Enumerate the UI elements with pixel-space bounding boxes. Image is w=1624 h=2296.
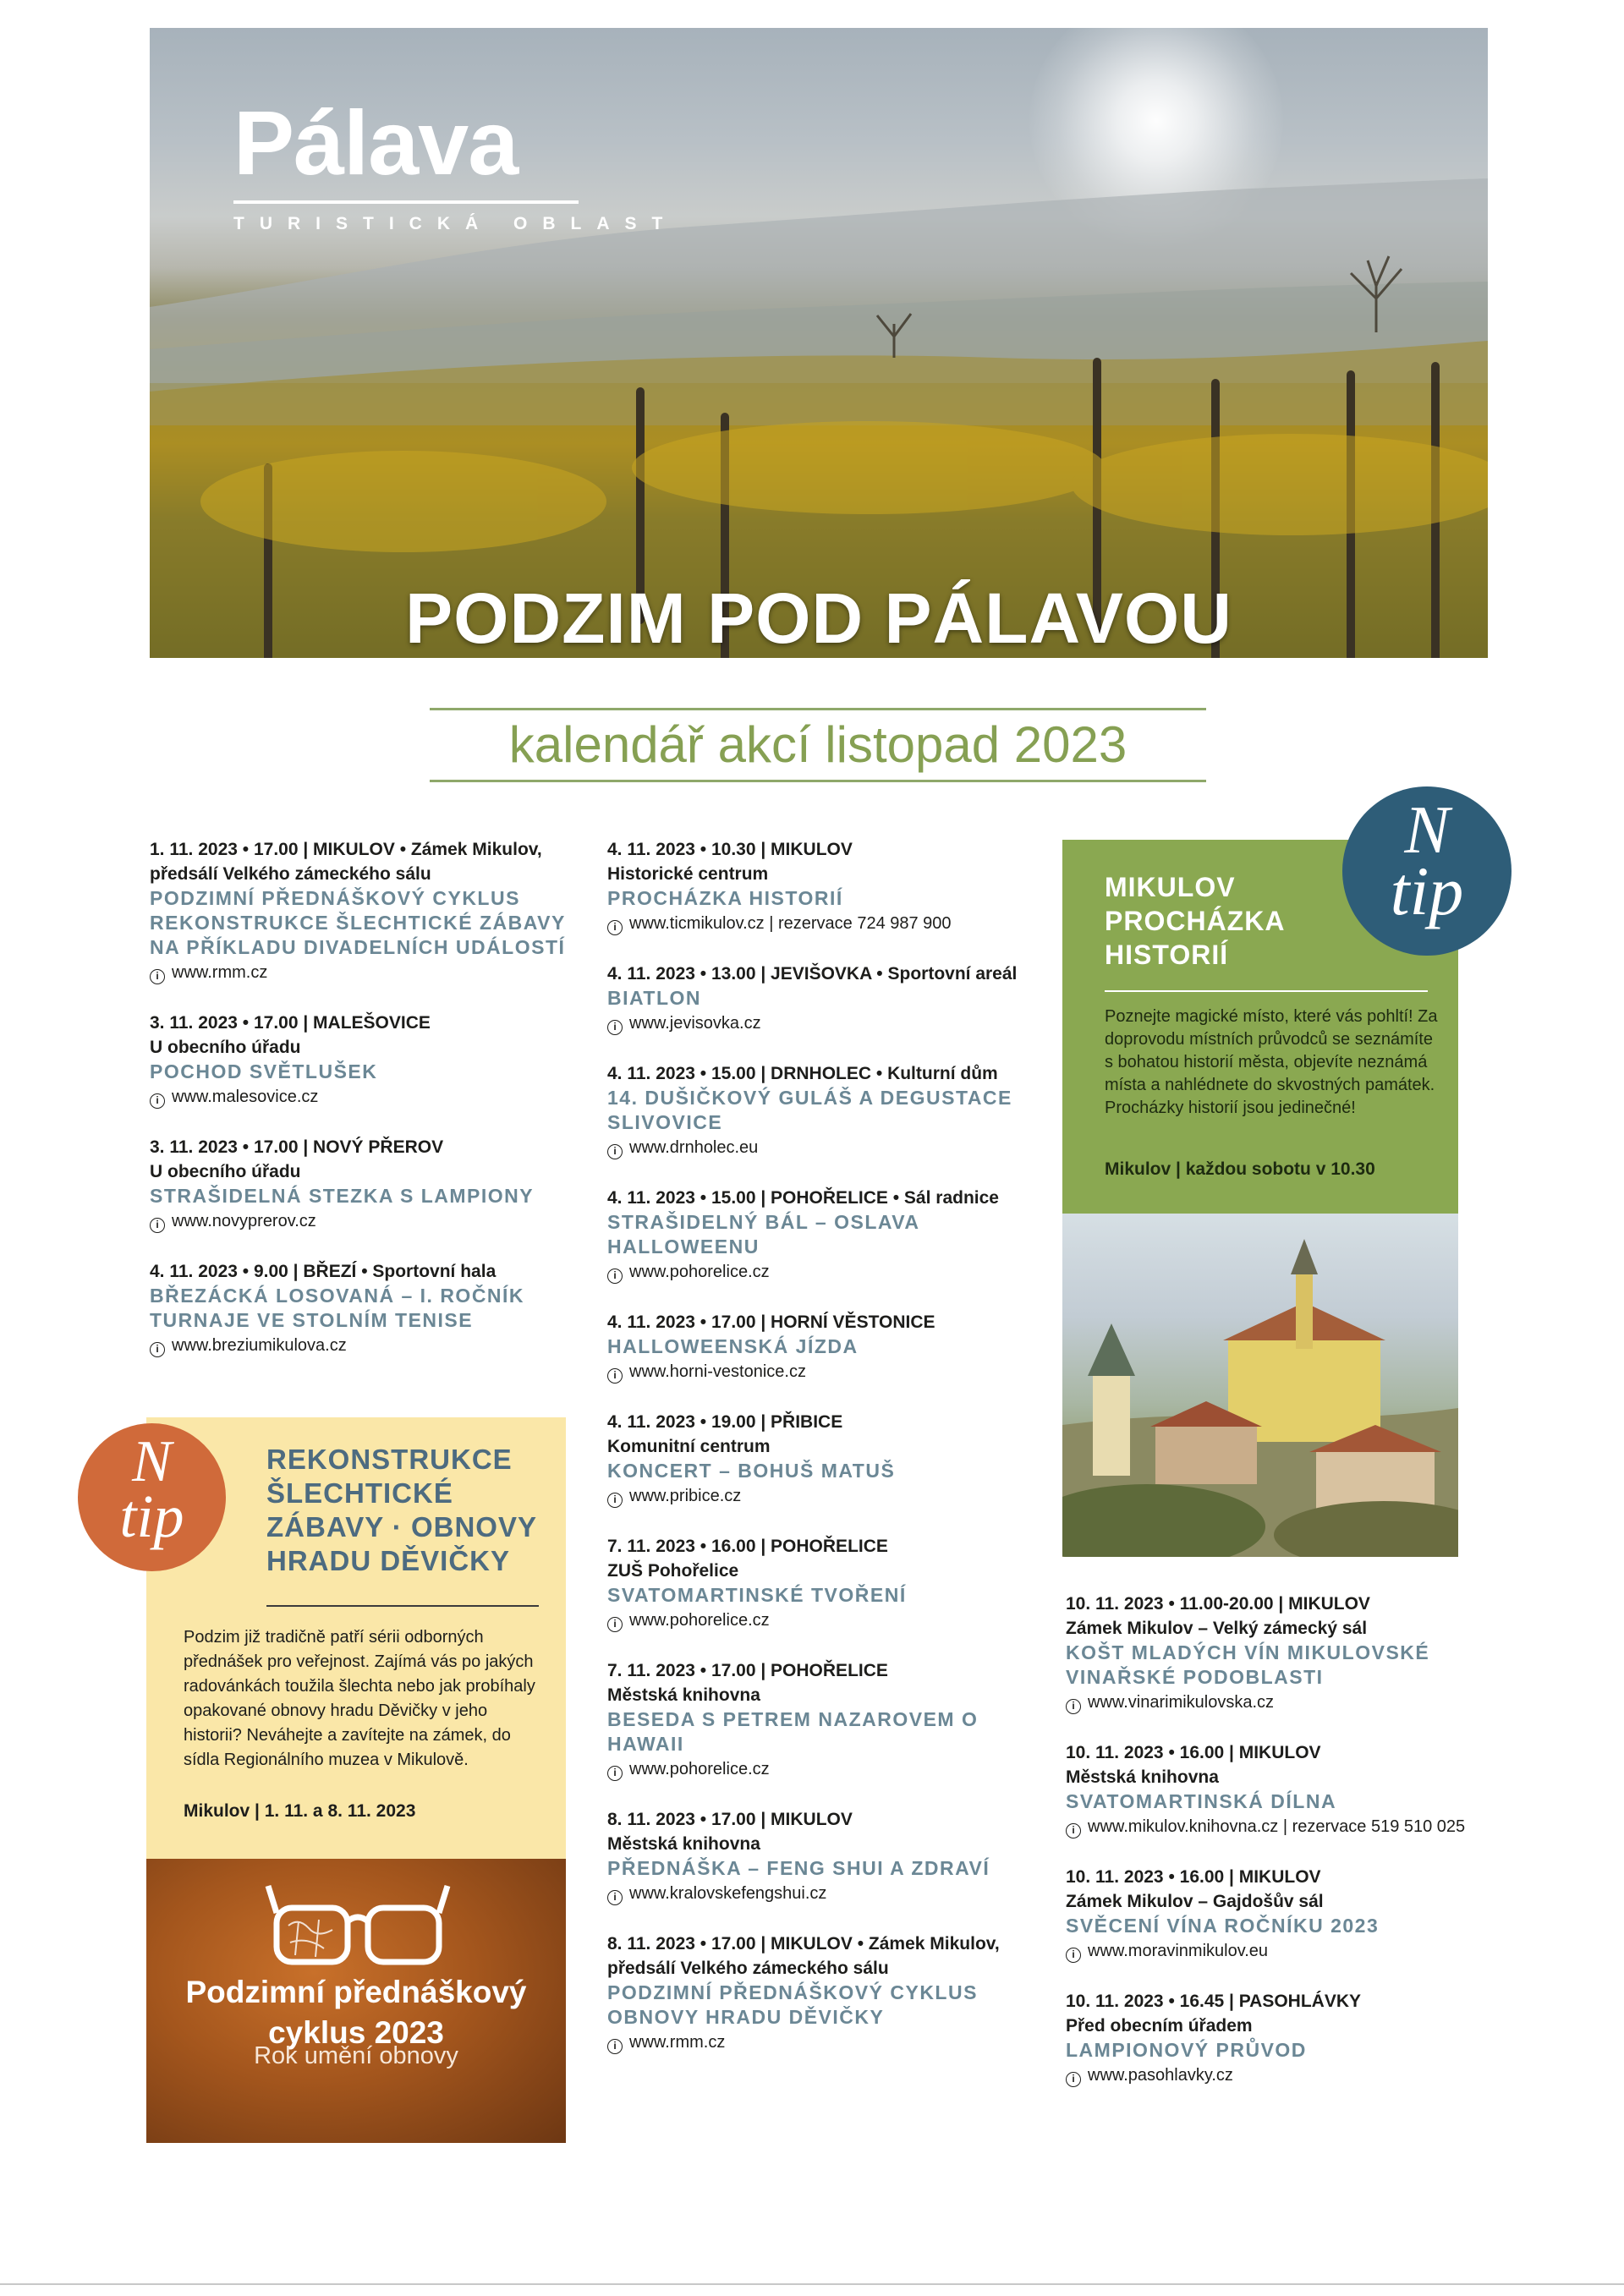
- info-icon: i: [1066, 1699, 1081, 1714]
- lecture-poster: [146, 1859, 566, 2143]
- event-web-text[interactable]: www.novyprerov.cz: [172, 1212, 316, 1230]
- event-item: [150, 1259, 590, 1358]
- event-web[interactable]: [150, 1084, 590, 1110]
- event-when: 4. 11. 2023 • 9.00 | BŘEZÍ • Sportovní hala: [150, 1262, 497, 1281]
- event-item: [1066, 1592, 1539, 1715]
- event-place: U obecního úřadu: [150, 1162, 301, 1181]
- info-icon: i: [607, 1617, 623, 1632]
- event-web-text[interactable]: www.pohorelice.cz: [629, 1263, 770, 1281]
- event-web-text[interactable]: www.ticmikulov.cz | rezervace 724 987 900: [629, 914, 952, 933]
- event-title: SVATOMARTINSKÉ TVOŘENÍ: [607, 1584, 907, 1606]
- page-bottom-rule: [0, 2283, 1624, 2285]
- event-web[interactable]: [150, 1208, 590, 1234]
- event-web-text[interactable]: www.pribice.cz: [629, 1487, 742, 1505]
- event-web[interactable]: [150, 960, 590, 985]
- event-when: 7. 11. 2023 • 17.00 | POHOŘELICE: [607, 1661, 888, 1680]
- tip-heading: MIKULOV PROCHÁZKA HISTORIÍ: [1105, 872, 1285, 970]
- event-web[interactable]: [1066, 2063, 1539, 2088]
- event-web[interactable]: [607, 911, 1047, 936]
- event-when: 10. 11. 2023 • 11.00-20.00 | MIKULOV: [1066, 1594, 1370, 1614]
- events-column-1: [150, 837, 590, 1384]
- event-place: předsálí Velkého zámeckého sálu: [150, 864, 431, 884]
- event-title: KONCERT – BOHUŠ MATUŠ: [607, 1460, 896, 1482]
- brand-name: Pálava: [233, 91, 518, 194]
- info-icon: i: [150, 1342, 165, 1357]
- event-place: předsálí Velkého zámeckého sálu: [607, 1959, 889, 1978]
- mikulov-castle-photo: [1062, 1214, 1458, 1557]
- event-web-text[interactable]: www.rmm.cz: [172, 963, 268, 982]
- event-item: [607, 962, 1047, 1036]
- event-title: KOŠT MLADÝCH VÍN MIKULOVSKÉ VINAŘSKÉ PODOBLASTI: [1066, 1641, 1430, 1688]
- event-title: BIATLON: [607, 987, 702, 1009]
- events-column-3: [1066, 1592, 1539, 2113]
- event-item: [607, 1932, 1047, 2055]
- event-item: [150, 1135, 590, 1234]
- event-web[interactable]: [1066, 1938, 1539, 1964]
- info-icon: i: [607, 1368, 623, 1384]
- event-web[interactable]: [607, 1011, 1047, 1036]
- event-web[interactable]: [607, 1608, 1047, 1633]
- event-title: SVATOMARTINSKÁ DÍLNA: [1066, 1790, 1337, 1812]
- event-web-text[interactable]: www.pohorelice.cz: [629, 1611, 770, 1630]
- info-icon: i: [1066, 2072, 1081, 2087]
- event-web[interactable]: [607, 1756, 1047, 1782]
- event-web[interactable]: [607, 2030, 1047, 2055]
- tip-divider: [1105, 990, 1428, 992]
- tip-badge-text: tip: [1390, 852, 1464, 929]
- event-title: 14. DUŠIČKOVÝ GULÁŠ A DEGUSTACE SLIVOVICE: [607, 1087, 1012, 1133]
- poster-subtitle: Rok umění obnovy: [254, 2042, 458, 2069]
- tip-divider: [266, 1605, 539, 1607]
- event-title: PODZIMNÍ PŘEDNÁŠKOVÝ CYKLUS REKONSTRUKCE ŠLECHTICKÉ ZÁBAVY NA PŘÍKLADU DIVADELNÍCH UDÁLOSTÍ: [150, 887, 566, 958]
- event-web-text[interactable]: www.jevisovka.cz: [629, 1014, 761, 1033]
- info-icon: i: [607, 1269, 623, 1284]
- event-web[interactable]: [1066, 1814, 1539, 1839]
- hero-headline: PODZIM POD PÁLAVOU: [405, 578, 1232, 658]
- hero-banner: [150, 28, 1488, 658]
- event-place: ZUŠ Pohořelice: [607, 1561, 739, 1581]
- event-place: Komunitní centrum: [607, 1437, 771, 1456]
- event-title: SVĚCENÍ VÍNA ROČNÍKU 2023: [1066, 1915, 1380, 1937]
- event-web-text[interactable]: www.breziumikulova.cz: [172, 1336, 347, 1355]
- event-when: 4. 11. 2023 • 13.00 | JEVIŠOVKA • Sportovní areál: [607, 964, 1018, 984]
- info-icon: i: [150, 969, 165, 984]
- event-title: PŘEDNÁŠKA – FENG SHUI A ZDRAVÍ: [607, 1857, 990, 1879]
- event-item: [607, 1410, 1047, 1509]
- event-place: U obecního úřadu: [150, 1038, 301, 1057]
- event-web-text[interactable]: www.mikulov.knihovna.cz | rezervace 519 510 025: [1088, 1817, 1466, 1836]
- event-item: [150, 1011, 590, 1110]
- info-icon: i: [1066, 1823, 1081, 1838]
- event-place: Před obecním úřadem: [1066, 2016, 1253, 2036]
- event-web[interactable]: [607, 1881, 1047, 1906]
- event-item: [607, 1658, 1047, 1782]
- event-place: Městská knihovna: [607, 1685, 760, 1705]
- event-title: HALLOWEENSKÁ JÍZDA: [607, 1335, 859, 1357]
- event-title: LAMPIONOVÝ PRŮVOD: [1066, 2039, 1307, 2061]
- info-icon: i: [607, 920, 623, 935]
- event-item: [150, 837, 590, 985]
- event-title: STRAŠIDELNÝ BÁL – OSLAVA HALLOWEENU: [607, 1211, 919, 1258]
- event-web-text[interactable]: www.rmm.cz: [629, 2033, 726, 2052]
- tip-heading: REKONSTRUKCE ŠLECHTICKÉ ZÁBAVY · OBNOVY HRADU DĚVIČKY: [266, 1444, 537, 1576]
- event-item: [607, 1061, 1047, 1160]
- event-title: POCHOD SVĚTLUŠEK: [150, 1060, 378, 1082]
- event-web[interactable]: [607, 1135, 1047, 1160]
- event-web[interactable]: [150, 1333, 590, 1358]
- event-when: 4. 11. 2023 • 15.00 | POHOŘELICE • Sál radnice: [607, 1188, 999, 1208]
- events-column-2: [607, 837, 1047, 2080]
- event-when: 10. 11. 2023 • 16.00 | MIKULOV: [1066, 1867, 1321, 1887]
- event-web-text[interactable]: www.horni-vestonice.cz: [629, 1362, 806, 1381]
- tip-badge: [78, 1423, 226, 1571]
- info-icon: i: [150, 1218, 165, 1233]
- event-web[interactable]: [1066, 1690, 1539, 1715]
- event-when: 4. 11. 2023 • 10.30 | MIKULOV: [607, 840, 853, 859]
- event-when: 8. 11. 2023 • 17.00 | MIKULOV • Zámek Mikulov,: [607, 1934, 1000, 1954]
- event-when: 4. 11. 2023 • 17.00 | HORNÍ VĚSTONICE: [607, 1312, 935, 1332]
- event-place: Městská knihovna: [1066, 1767, 1219, 1787]
- event-item: [607, 1186, 1047, 1285]
- event-place: Zámek Mikulov – Gajdošův sál: [1066, 1892, 1324, 1911]
- event-item: [1066, 1989, 1539, 2088]
- tip-badge-text: tip: [119, 1482, 184, 1550]
- event-item: [607, 1310, 1047, 1384]
- event-when: 3. 11. 2023 • 17.00 | MALEŠOVICE: [150, 1013, 431, 1033]
- event-when: 8. 11. 2023 • 17.00 | MIKULOV: [607, 1810, 853, 1829]
- brand-rule: [233, 200, 579, 204]
- event-item: [607, 1807, 1047, 1906]
- event-title: STRAŠIDELNÁ STEZKA S LAMPIONY: [150, 1185, 535, 1207]
- tip-description: Podzim již tradičně patří sérii odborných přednášek pro veřejnost. Zajímá vás po jakých radovánkách toužila šlechta nebo jak probíhaly opakované obnovy hradu Děvičky v jeho historii? Neváhejte a zavítejte na zámek, do sídla Regionálního muzea v Mikulově.: [184, 1628, 535, 1769]
- event-web-text[interactable]: www.malesovice.cz: [172, 1088, 319, 1106]
- event-web[interactable]: [607, 1259, 1047, 1285]
- event-when: 1. 11. 2023 • 17.00 | MIKULOV • Zámek Mikulov,: [150, 840, 542, 859]
- poster-title: Podzimní přednáškový cyklus 2023: [185, 1975, 527, 2050]
- event-title: BESEDA S PETREM NAZAROVEM O HAWAII: [607, 1708, 979, 1755]
- info-icon: i: [607, 1766, 623, 1781]
- info-icon: i: [607, 1493, 623, 1508]
- castle-illustration: [1062, 1214, 1458, 1557]
- event-web-text[interactable]: www.pohorelice.cz: [629, 1760, 770, 1778]
- event-when: 7. 11. 2023 • 16.00 | POHOŘELICE: [607, 1537, 888, 1556]
- info-icon: i: [607, 2039, 623, 2054]
- calendar-subtitle: kalendář akcí listopad 2023: [430, 708, 1206, 782]
- event-when: 4. 11. 2023 • 19.00 | PŘIBICE: [607, 1412, 843, 1432]
- tip-date: Mikulov | každou sobotu v 10.30: [1105, 1159, 1375, 1179]
- event-title: PODZIMNÍ PŘEDNÁŠKOVÝ CYKLUS OBNOVY HRADU DĚVIČKY: [607, 1981, 978, 2028]
- event-web[interactable]: [607, 1359, 1047, 1384]
- tip-description: Poznejte magické místo, které vás pohltí! Za doprovodu místních průvodců se seznámíte s bohatou historií města, objevíte neznámá místa a nahlédnete do skvostných památek. Procházky historií jsou jedinečné!: [1105, 1007, 1438, 1117]
- event-when: 10. 11. 2023 • 16.00 | MIKULOV: [1066, 1743, 1321, 1762]
- event-web-text[interactable]: www.vinarimikulovska.cz: [1088, 1693, 1275, 1712]
- tip-date: Mikulov | 1. 11. a 8. 11. 2023: [184, 1801, 416, 1821]
- palava-logo: [233, 91, 678, 234]
- brand-subtitle: TURISTICKÁ OBLAST: [233, 214, 678, 233]
- event-web-text[interactable]: www.pasohlavky.cz: [1088, 2066, 1233, 2085]
- glasses-icon: [265, 1879, 451, 1972]
- event-item: [607, 837, 1047, 936]
- event-web-text[interactable]: www.moravinmikulov.eu: [1088, 1942, 1269, 1960]
- event-title: BŘEZÁCKÁ LOSOVANÁ – I. ROČNÍK TURNAJE VE STOLNÍM TENISE: [150, 1285, 525, 1331]
- info-icon: i: [150, 1093, 165, 1109]
- event-when: 3. 11. 2023 • 17.00 | NOVÝ PŘEROV: [150, 1137, 444, 1157]
- info-icon: i: [607, 1890, 623, 1905]
- info-icon: i: [1066, 1948, 1081, 1963]
- event-item: [1066, 1740, 1539, 1839]
- event-web[interactable]: [607, 1483, 1047, 1509]
- event-item: [607, 1534, 1047, 1633]
- info-icon: i: [607, 1144, 623, 1159]
- event-when: 10. 11. 2023 • 16.45 | PASOHLÁVKY: [1066, 1992, 1362, 2011]
- event-place: Historické centrum: [607, 864, 769, 884]
- event-place: Městská knihovna: [607, 1834, 760, 1854]
- tip-badge: [1342, 786, 1512, 956]
- event-title: PROCHÁZKA HISTORIÍ: [607, 887, 843, 909]
- info-icon: i: [607, 1020, 623, 1035]
- event-web-text[interactable]: www.drnholec.eu: [629, 1138, 759, 1157]
- event-item: [1066, 1865, 1539, 1964]
- tip-badge-n: N: [1404, 793, 1450, 868]
- event-place: Zámek Mikulov – Velký zámecký sál: [1066, 1619, 1368, 1638]
- event-web-text[interactable]: www.kralovskefengshui.cz: [629, 1884, 827, 1903]
- tip-badge-n: N: [132, 1429, 172, 1494]
- event-when: 4. 11. 2023 • 15.00 | DRNHOLEC • Kulturní dům: [607, 1064, 998, 1083]
